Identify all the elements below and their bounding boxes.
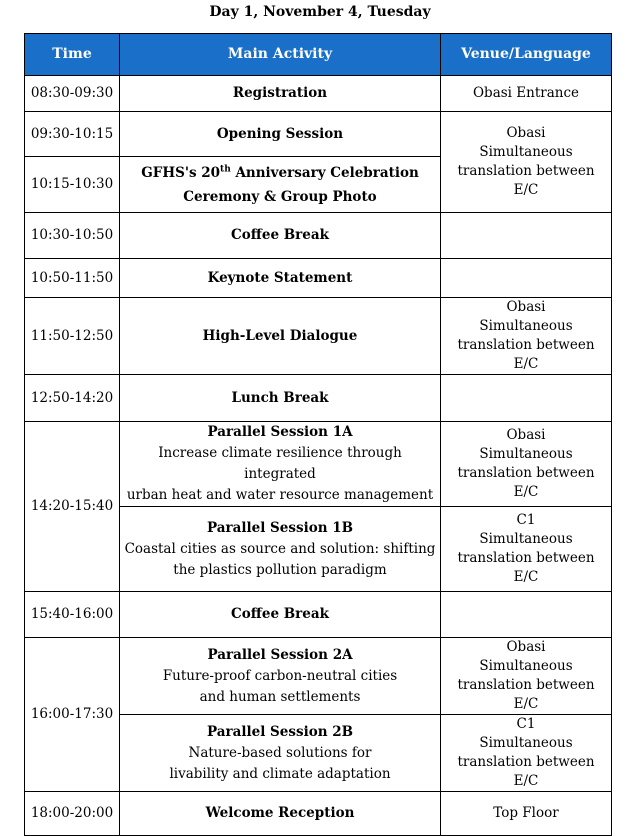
- time-cell: 16:00-17:30: [25, 638, 120, 792]
- activity-cell: Welcome Reception: [120, 792, 441, 836]
- header-activity: Main Activity: [120, 34, 441, 76]
- venue-language: Simultaneous: [479, 735, 573, 751]
- activity-cell: Coffee Break: [120, 592, 441, 638]
- time-cell: 10:30-10:50: [25, 213, 120, 259]
- venue-language: Simultaneous: [479, 446, 573, 462]
- venue-cell: [441, 375, 612, 422]
- session-title: Parallel Session 2A: [207, 646, 353, 663]
- activity-cell: [120, 715, 441, 792]
- venue-cell: [441, 298, 612, 375]
- session-desc: Increase climate resilience through integrated: [158, 445, 402, 482]
- session-title: Parallel Session 2B: [206, 723, 354, 740]
- session-title: Parallel Session 1A: [207, 424, 353, 440]
- venue-cell: Top Floor: [441, 792, 612, 836]
- header-venue: Venue/Language: [441, 34, 612, 76]
- session-desc: and human settlements: [199, 688, 361, 705]
- activity-cell: [120, 157, 441, 213]
- venue-location: Obasi: [506, 639, 546, 655]
- activity-cell: [120, 638, 441, 715]
- venue-translation: translation between E/C: [457, 754, 595, 789]
- table-row: [25, 298, 612, 375]
- activity-cell: High-Level Dialogue: [120, 298, 441, 375]
- activity-text: Anniversary Celebration: [230, 164, 419, 181]
- table-row: [25, 792, 612, 836]
- table-row: [25, 638, 612, 715]
- venue-translation: translation between E/C: [457, 465, 595, 500]
- venue-location: C1: [516, 512, 536, 528]
- table-row: [25, 76, 612, 112]
- activity-text: Ceremony & Group Photo: [183, 188, 377, 205]
- venue-translation: translation between E/C: [457, 550, 595, 585]
- venue-cell: [441, 422, 612, 507]
- venue-cell: [441, 592, 612, 638]
- time-cell: 08:30-09:30: [25, 76, 120, 112]
- table-row: [25, 592, 612, 638]
- session-desc: livability and climate adaptation: [169, 765, 391, 782]
- venue-language: Simultaneous: [479, 144, 573, 160]
- venue-cell: [441, 507, 612, 592]
- activity-cell: Lunch Break: [120, 375, 441, 422]
- venue-cell: [441, 112, 612, 213]
- session-title: Parallel Session 1B: [206, 519, 354, 536]
- table-row: [25, 375, 612, 422]
- activity-cell: Opening Session: [120, 112, 441, 157]
- table-row: [25, 259, 612, 298]
- time-cell: 10:15-10:30: [25, 157, 120, 213]
- activity-text: GFHS's 20: [141, 164, 221, 181]
- time-cell: 10:50-11:50: [25, 259, 120, 298]
- venue-cell: Obasi Entrance: [441, 76, 612, 112]
- table-row: [25, 213, 612, 259]
- session-desc: urban heat and water resource management: [126, 487, 434, 503]
- schedule-table: [24, 33, 612, 836]
- time-cell: 11:50-12:50: [25, 298, 120, 375]
- header-time: Time: [25, 34, 120, 76]
- time-cell: 12:50-14:20: [25, 375, 120, 422]
- time-cell: 09:30-10:15: [25, 112, 120, 157]
- venue-cell: [441, 213, 612, 259]
- venue-translation: translation between E/C: [457, 163, 595, 198]
- ordinal-suffix: th: [220, 164, 231, 174]
- venue-location: Obasi: [506, 125, 546, 141]
- time-cell: 15:40-16:00: [25, 592, 120, 638]
- activity-cell: Coffee Break: [120, 213, 441, 259]
- session-desc: Coastal cities as source and solution: shifting: [124, 540, 436, 557]
- venue-location: Obasi: [506, 427, 546, 443]
- time-cell: 14:20-15:40: [25, 422, 120, 592]
- activity-cell: Keynote Statement: [120, 259, 441, 298]
- venue-language: Simultaneous: [479, 531, 573, 547]
- venue-location: C1: [516, 716, 536, 732]
- session-desc: Future-proof carbon-neutral cities: [162, 667, 398, 684]
- activity-cell: [120, 507, 441, 592]
- activity-cell: Registration: [120, 76, 441, 112]
- activity-cell: [120, 422, 441, 507]
- venue-language: Simultaneous: [479, 318, 573, 334]
- table-header-row: [25, 34, 612, 76]
- venue-translation: translation between E/C: [457, 337, 595, 372]
- venue-cell: [441, 715, 612, 792]
- venue-location: Obasi: [506, 299, 546, 315]
- session-desc: Nature-based solutions for: [188, 744, 372, 761]
- table-row: [25, 112, 612, 157]
- session-desc: the plastics pollution paradigm: [173, 561, 387, 578]
- venue-translation: translation between E/C: [457, 677, 595, 712]
- time-cell: 18:00-20:00: [25, 792, 120, 836]
- page-title: Day 1, November 4, Tuesday: [209, 4, 431, 20]
- table-row: [25, 422, 612, 507]
- venue-cell: [441, 638, 612, 715]
- venue-cell: [441, 259, 612, 298]
- venue-language: Simultaneous: [479, 658, 573, 674]
